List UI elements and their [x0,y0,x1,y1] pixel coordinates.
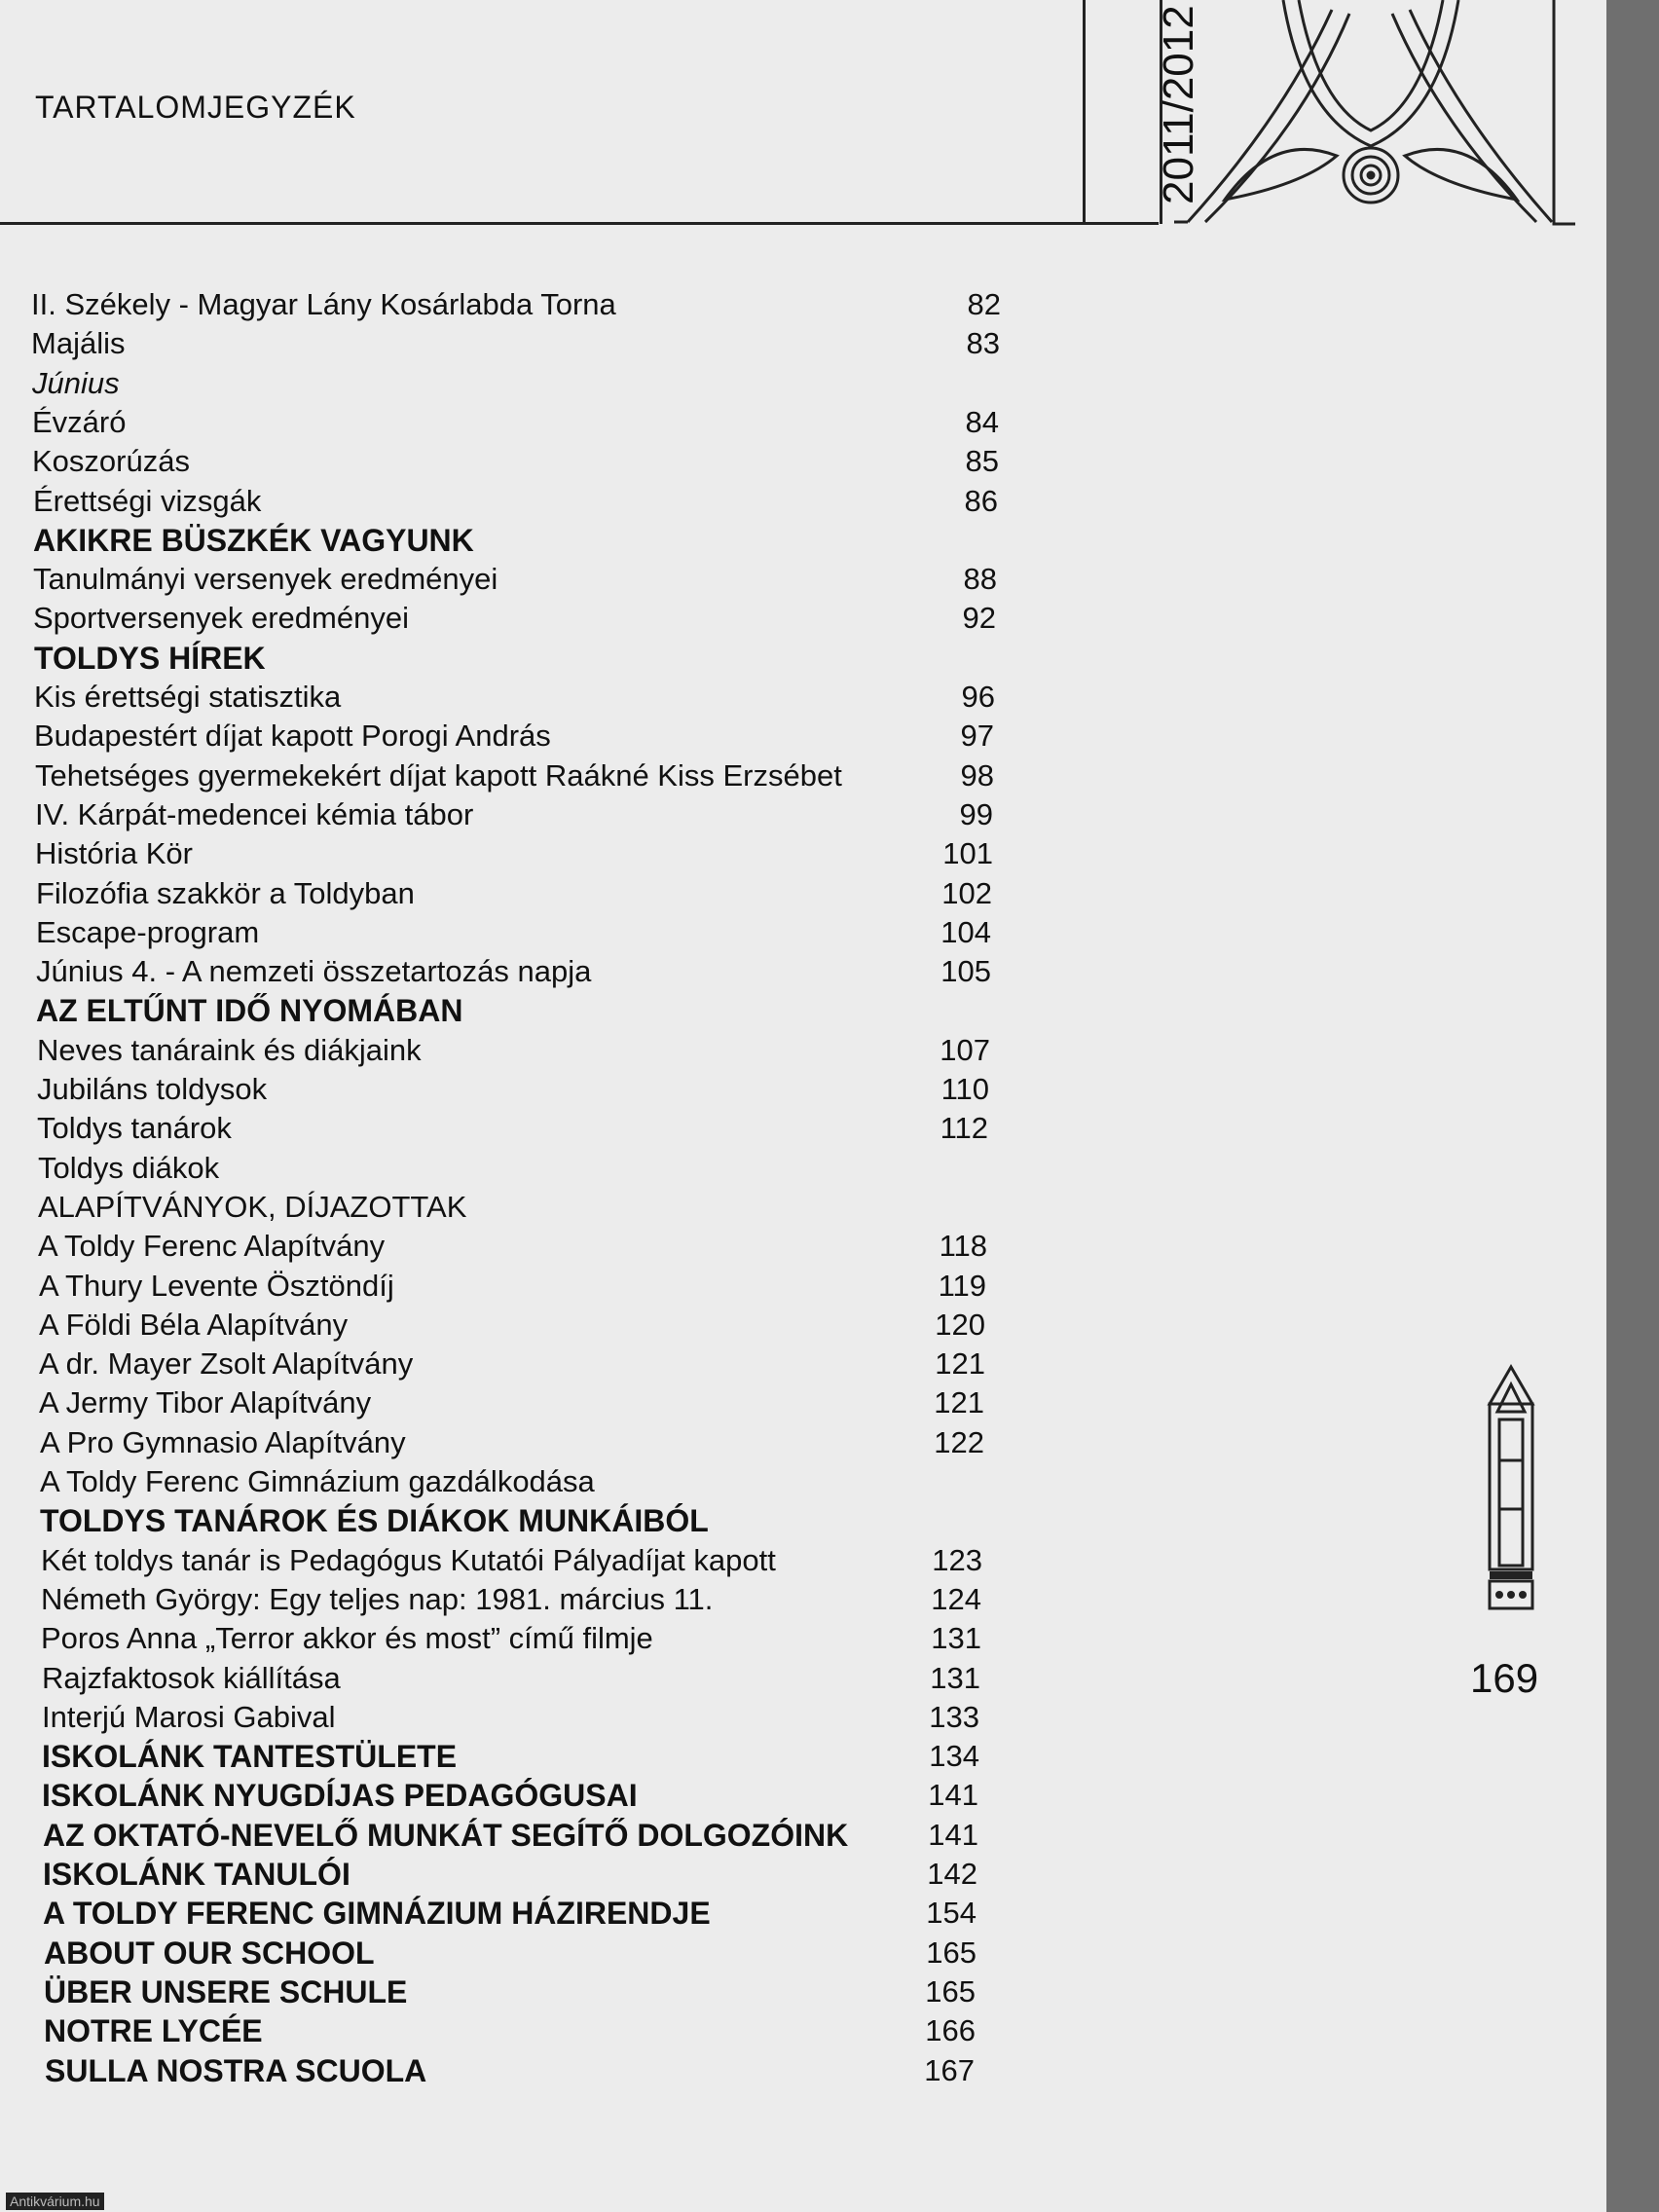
toc-entry-title: Neves tanáraink és diákjaink [37,1032,422,1067]
toc-entry-page: 82 [967,287,1001,321]
toc-entry-title: ALAPÍTVÁNYOK, DÍJAZOTTAK [38,1189,467,1224]
toc-entry [0,1776,1071,1815]
toc-entry-title: Sportversenyek eredményei [33,601,409,636]
toc-entry-page: 122 [934,1424,984,1459]
toc-entry-title: ISKOLÁNK NYUGDÍJAS PEDAGÓGUSAI [42,1778,638,1814]
toc-entry-title: TOLDYS HÍREK [34,640,266,676]
toc-entry-page: 105 [940,954,991,989]
toc-entry-title: SULLA NOSTRA SCUOLA [45,2052,427,2088]
toc-entry-title: IV. Kárpát-medencei kémia tábor [35,796,474,831]
toc-entry [0,2051,1071,2090]
toc-entry-page: 154 [926,1896,977,1931]
toc-entry-page: 86 [964,483,998,518]
toc-entry-page: 83 [966,326,1000,361]
toc-entry-title: História Kör [35,836,193,871]
toc-entry-title: Majális [31,326,126,361]
toc-entry [0,2011,1071,2050]
toc-entry-page: 165 [926,1935,977,1970]
toc-entry-page: 121 [935,1346,985,1382]
toc-entry-title: Escape-program [36,914,260,949]
toc-entry-title: ISKOLÁNK TANULÓI [43,1857,350,1892]
toc-entry [0,1934,1071,1972]
toc-entry [0,1149,1071,1188]
toc-entry-title: A Toldy Ferenc Gimnázium gazdálkodása [40,1464,595,1498]
toc-entry [0,952,1071,991]
toc-entry [0,1188,1071,1227]
toc-entry-title: ÜBER UNSERE SCHULE [44,1973,408,2009]
toc-entry [0,1855,1071,1894]
toc-entry-title: Jubiláns toldysok [37,1072,268,1106]
toc-entry-page: 131 [930,1660,980,1695]
toc-entry-title: A Pro Gymnasio Alapítvány [40,1424,406,1459]
toc-entry-title: A Thury Levente Ösztöndíj [39,1268,394,1303]
toc-entry [0,1462,1071,1501]
toc-entry [0,874,1071,913]
toc-entry-page: 119 [938,1268,986,1303]
toc-entry [0,1619,1071,1658]
toc-entry [0,639,1071,678]
toc-entry-title: A Jermy Tibor Alapítvány [39,1385,372,1420]
toc-entry-title: Rajzfaktosok kiállítása [42,1660,341,1695]
toc-entry [0,1423,1071,1462]
toc-entry-page: 141 [928,1817,978,1852]
toc-entry [0,403,1071,442]
toc-entry [0,1109,1071,1148]
toc-entry-title: Kis érettségi statisztika [34,680,342,714]
toc-entry [0,442,1071,481]
toc-entry [0,482,1071,521]
toc-entry-page: 110 [940,1072,989,1106]
toc-entry-page: 96 [961,680,995,714]
toc-entry-title: ABOUT OUR SCHOOL [44,1935,375,1971]
toc-entry [0,364,1071,403]
toc-entry-page: 112 [940,1111,988,1146]
toc-entry-page: 102 [941,875,992,910]
toc-entry-page: 133 [929,1699,979,1734]
toc-entry-page: 85 [965,444,999,479]
toc-entry-title: A TOLDY FERENC GIMNÁZIUM HÁZIRENDJE [43,1896,711,1932]
toc-entry-title: AZ OKTATÓ-NEVELŐ MUNKÁT SEGÍTŐ DOLGOZÓINK [43,1817,849,1853]
toc-entry-title: Filozófia szakkör a Toldyban [36,875,415,910]
toc-entry [0,521,1071,560]
toc-entry-page: 141 [928,1778,978,1813]
toc-entry [0,717,1071,756]
toc-entry-title: Németh György: Egy teljes nap: 1981. március 11. [41,1581,714,1616]
toc-entry [0,1070,1071,1109]
toc-entry-title: Budapestért díjat kapott Porogi András [34,719,551,754]
toc-entry-title: A dr. Mayer Zsolt Alapítvány [39,1346,414,1382]
toc-entry [0,1227,1071,1266]
toc-entry-title: Tehetséges gyermekekért díjat kapott Raákné Kiss Erzsébet [35,757,842,793]
toc-entry [0,678,1071,717]
toc-entry-title: Interjú Marosi Gabival [42,1699,336,1734]
toc-entry-title: ISKOLÁNK TANTESTÜLETE [42,1739,458,1775]
toc-entry-title: NOTRE LYCÉE [44,2013,263,2049]
tower-ornament [1484,1363,1538,1612]
toc-entry [0,1894,1071,1933]
toc-entry [0,1972,1071,2011]
toc-entry-page: 107 [940,1032,990,1067]
toc-entry-title: Évzáró [32,404,127,439]
toc-entry-title: Két toldys tanár is Pedagógus Kutatói Pályadíjat kapott [41,1542,776,1577]
toc-entry-page: 88 [963,562,997,597]
toc-entry [0,795,1071,834]
toc-entry-page: 124 [931,1581,981,1616]
toc-entry [0,1737,1071,1776]
toc-entry [0,1541,1071,1580]
toc-entry [0,1345,1071,1383]
toc-entry-title: AKIKRE BÜSZKÉK VAGYUNK [33,522,474,558]
page-title: TARTALOMJEGYZÉK [35,90,356,125]
toc-entry-title: TOLDYS TANÁROK ÉS DIÁKOK MUNKÁIBÓL [40,1503,709,1539]
toc-entry-page: 142 [927,1857,977,1891]
toc-entry-title: Koszorúzás [32,444,190,479]
toc-entry-page: 167 [924,2052,975,2087]
toc-entry-page: 101 [942,836,993,871]
toc-entry-title: A Toldy Ferenc Alapítvány [38,1229,386,1264]
toc-entry-page: 104 [940,914,991,949]
toc-entry-page: 118 [939,1229,987,1264]
toc-entry [0,285,1071,324]
toc-entry-title: II. Székely - Magyar Lány Kosárlabda Torna [31,287,616,321]
toc-entry-page: 131 [931,1621,981,1656]
toc-entry-page: 120 [935,1307,985,1342]
background-wall [1606,0,1659,2212]
toc-entry [0,1501,1071,1540]
toc-entry-title: A Földi Béla Alapítvány [39,1307,349,1342]
toc-entry-title: Június [32,365,120,400]
toc-entry [0,599,1071,638]
page-number: 169 [1470,1655,1539,1701]
toc-entry [0,1698,1071,1737]
toc-entry [0,913,1071,952]
toc-entry [0,560,1071,599]
toc-entry-page: 99 [959,796,993,831]
watermark: Antikvárium.hu [6,2193,104,2210]
toc-entry-title: Érettségi vizsgák [33,483,262,518]
toc-entry-page: 97 [960,719,994,754]
toc-entry [0,756,1071,795]
toc-entry [0,1267,1071,1306]
toc-entry-title: Toldys diákok [38,1150,220,1185]
toc-entry [0,324,1071,363]
toc-entry-page: 166 [925,2013,976,2048]
toc-entry-title: Toldys tanárok [37,1111,232,1146]
toc-entry-title: Poros Anna „Terror akkor és most” című filmje [41,1621,653,1656]
toc-entry-page: 134 [929,1739,979,1774]
toc-entry [0,1659,1071,1698]
toc-entry-page: 84 [965,404,999,439]
toc-entry-page: 92 [962,601,996,636]
toc-entry-title: Tanulmányi versenyek eredményei [33,562,498,597]
toc-entry [0,991,1071,1030]
toc-entry [0,1306,1071,1345]
toc-entry-title: Június 4. - A nemzeti összetartozás napja [36,954,592,989]
toc-entry-page: 121 [934,1385,984,1420]
toc-entry-page: 123 [932,1542,982,1577]
toc-entry-title: AZ ELTŰNT IDŐ NYOMÁBAN [36,993,463,1029]
toc-entry-page: 165 [925,1973,976,2009]
year-frame [1083,0,1162,224]
toc-entry [0,1816,1071,1855]
toc-entry [0,1031,1071,1070]
toc-entry [0,1580,1071,1619]
year-label: 2011/2012 [1155,5,1202,204]
toc-entry [0,834,1071,873]
gothic-arch-ornament [1166,0,1575,228]
toc-entry-page: 98 [960,757,994,793]
toc-entry [0,1383,1071,1422]
